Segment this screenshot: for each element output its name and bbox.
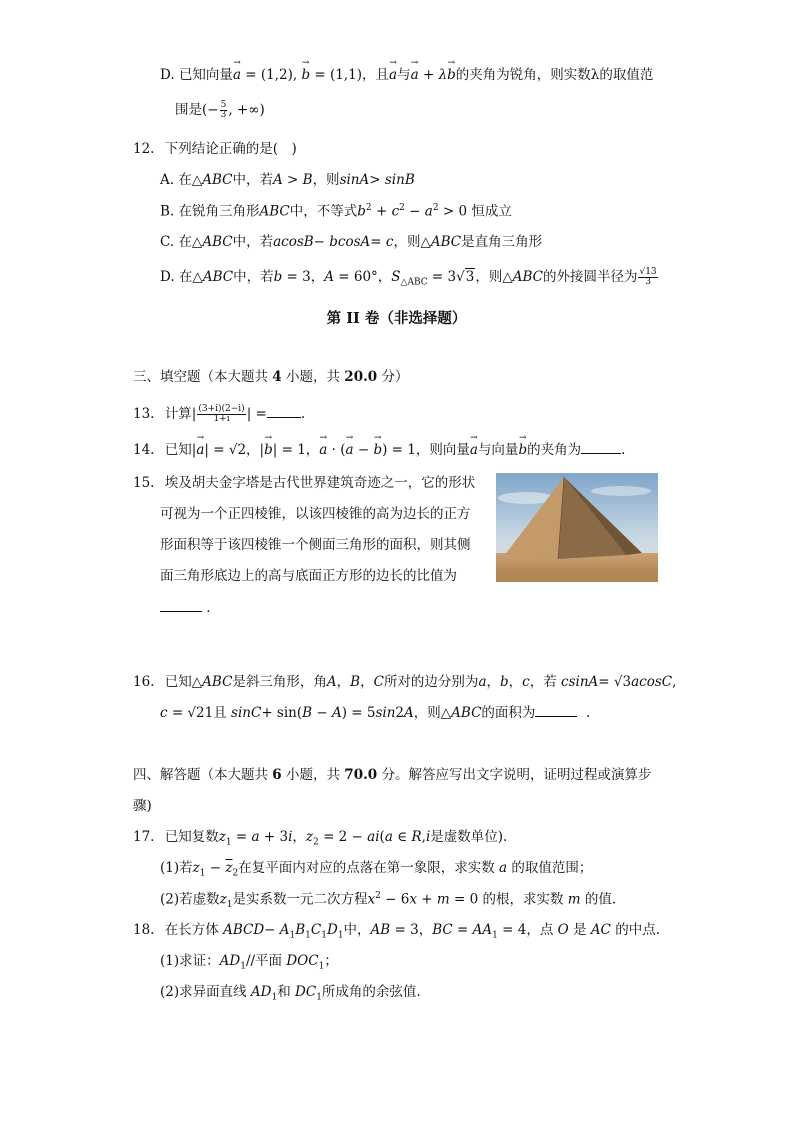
q17-part2: (2)若虚数$z_1$是实系数一元二次方程$x^2 - 6x + m = 0$ 的根，求实数 m 的值.: [160, 891, 617, 911]
q18-stem: 18. 在长方体 ABCD− $A_1B_1C_1D_1$中，AB = 3，BC = $AA_1 = 4$，点 O 是 AC 的中点.: [133, 922, 660, 941]
section3-title: 三、填空题（本大题共 4 小题，共 20.0 分）: [133, 369, 409, 385]
q13: 13. 计算| $\frac{(3+i)(2-i)}{1+i}$ | = .: [133, 404, 306, 424]
q15-line1: 15. 埃及胡夫金字塔是古代世界建筑奇迹之一，它的形状: [133, 475, 476, 491]
q12-stem: 12. 下列结论正确的是( ): [133, 141, 297, 157]
q11-option-d-line1: D. 已知向量→ a = (1,2), → b = (1,1)，且→ a与→ a + λ→ b的夹角为锐角，则实数λ的取值范: [160, 67, 653, 83]
q12-option-d: D. 在△ABC中，若b = 3，A = 60°，$S_{\triangle ABC} = 3√3$，则△ABC的外接圆半径为 $\frac{√13}{3}$: [160, 267, 657, 288]
section4-title: 四、解答题（本大题共 6 小题，共 70.0 分。解答应写出文字说明，证明过程或演算步: [133, 767, 652, 783]
q16-line2: c = √21且 sinC+ sin(B − A) = 5sin2A，则△ABC的面积为 .: [160, 705, 591, 721]
q17-stem: 17. 已知复数$z_1 = a + 3i$，$z_2 = 2 - ai(a$ ∈ R,i是虚数单位).: [133, 829, 508, 848]
q16-line1: 16. 已知△ABC是斜三角形，角A，B，C所对的边分别为a，b，c，若 csinA= √3acosC,: [133, 674, 677, 690]
q15-line4: 面三角形底边上的高与底面正方形的边长的比值为: [160, 568, 457, 584]
pyramid-image: [496, 473, 658, 582]
section4-title-line2: 骤): [133, 798, 152, 814]
q12-option-c: C. 在△ABC中，若acosB− bcosA= c，则△ABC是直角三角形: [160, 234, 543, 250]
q15-blank: .: [160, 600, 211, 616]
q15-line3: 形面积等于该四棱锥一个侧面三角形的面积，则其侧: [160, 537, 471, 553]
q11-option-d-line2: 围是(− $\frac{5}{3}$ , +∞): [175, 100, 265, 120]
q15-line2: 可视为一个正四棱锥，以该四棱锥的高为边长的正方: [160, 506, 471, 522]
q12-option-a: A. 在△ABC中，若A > B，则sinA> sinB: [160, 172, 415, 188]
part2-title: 第 II 卷（非选择题）: [326, 310, 467, 327]
q18-part1: (1)求证：$AD_1//$平面 $DOC_1$；: [160, 953, 338, 972]
q18-part2: (2)求异面直线 $AD_1$和 $DC_1$所成角的余弦值.: [160, 984, 421, 1003]
q12-option-b: B. 在锐角三角形ABC中，不等式$b^2 + c^2 - a^2 > 0$ 恒成立: [160, 203, 512, 220]
q17-part1: (1)若$z_1 - \overline{z}_2$在复平面内对应的点落在第一象限，求实数 a 的取值范围；: [160, 860, 593, 879]
q14: 14. 已知|→ a| = √2，|→ b| = 1，→ a · (→ a − → b) = 1，则向量→ a与向量→ b的夹角为 .: [133, 442, 625, 458]
